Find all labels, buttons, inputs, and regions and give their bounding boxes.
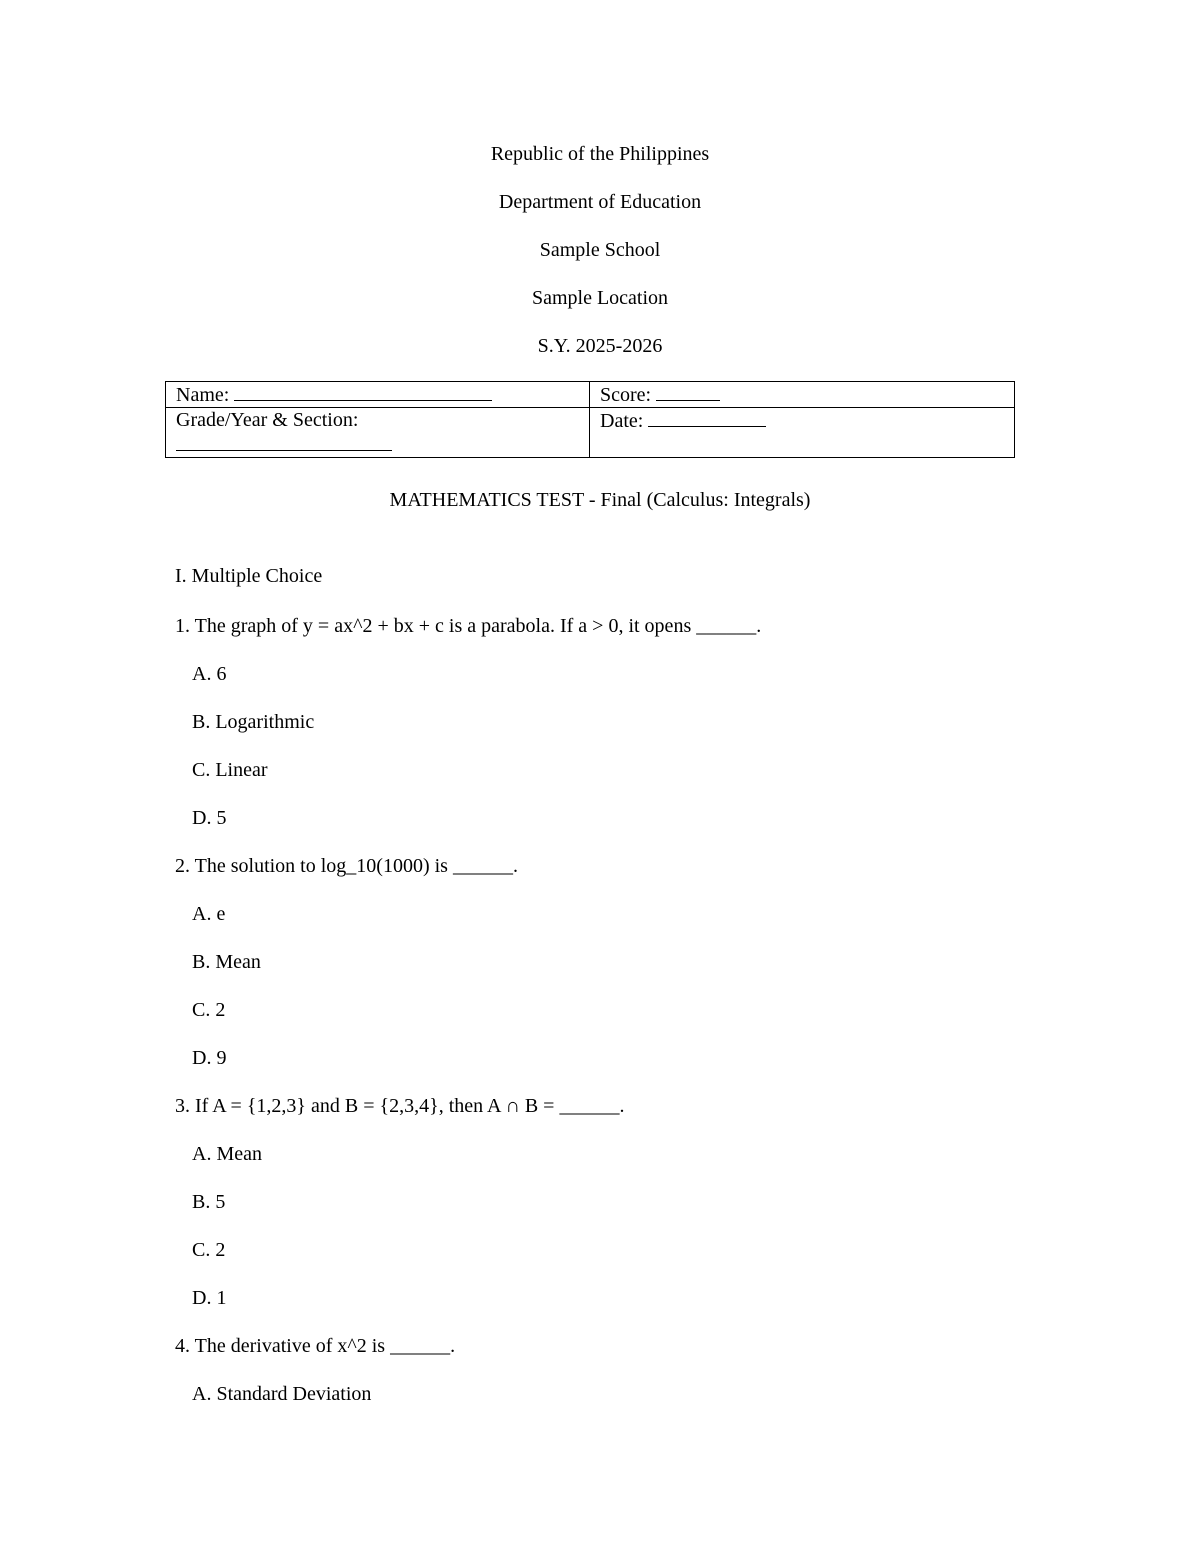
- question-3: 3. If A = {1,2,3} and B = {2,3,4}, then A ∩ B = ______.: [175, 1095, 625, 1117]
- grade-section-label: Grade/Year & Section:: [176, 409, 359, 431]
- name-label: Name:: [176, 384, 230, 406]
- question-2-option-b: B. Mean: [192, 951, 261, 973]
- exam-title: MATHEMATICS TEST - Final (Calculus: Integrals): [389, 489, 811, 511]
- date-cell: [590, 408, 1015, 458]
- question-2: 2. The solution to log_10(1000) is ______.: [175, 855, 518, 877]
- header-school-year: S.Y. 2025-2026: [537, 335, 663, 357]
- question-2-option-a: A. e: [192, 903, 226, 925]
- question-1-option-c: C. Linear: [192, 759, 268, 781]
- question-1-option-d: D. 5: [192, 807, 227, 829]
- grade-section-cell: [166, 408, 590, 458]
- student-info-table: [165, 381, 1015, 458]
- date-blank[interactable]: [648, 408, 766, 427]
- question-1-option-a: A. 6: [192, 663, 227, 685]
- question-3-option-b: B. 5: [192, 1191, 226, 1213]
- name-cell: [166, 382, 590, 408]
- header-republic: Republic of the Philippines: [490, 143, 710, 165]
- question-3-option-d: D. 1: [192, 1287, 227, 1309]
- score-blank[interactable]: [656, 382, 720, 401]
- score-label: Score:: [600, 384, 652, 406]
- section-title: I. Multiple Choice: [175, 565, 323, 587]
- question-3-option-c: C. 2: [192, 1239, 226, 1261]
- question-3-option-a: A. Mean: [192, 1143, 262, 1165]
- question-2-option-d: D. 9: [192, 1047, 227, 1069]
- header-department: Department of Education: [498, 191, 702, 213]
- question-4-option-a: A. Standard Deviation: [192, 1383, 372, 1405]
- question-2-option-c: C. 2: [192, 999, 226, 1021]
- question-4: 4. The derivative of x^2 is ______.: [175, 1335, 456, 1357]
- grade-section-blank[interactable]: [176, 432, 392, 451]
- header-location: Sample Location: [531, 287, 669, 309]
- name-blank[interactable]: [234, 382, 492, 401]
- question-1: 1. The graph of y = ax^2 + bx + c is a parabola. If a > 0, it opens ______.: [175, 615, 762, 637]
- question-1-option-b: B. Logarithmic: [192, 711, 315, 733]
- header-school: Sample School: [539, 239, 661, 261]
- score-cell: [590, 382, 1015, 408]
- date-label: Date:: [600, 410, 644, 432]
